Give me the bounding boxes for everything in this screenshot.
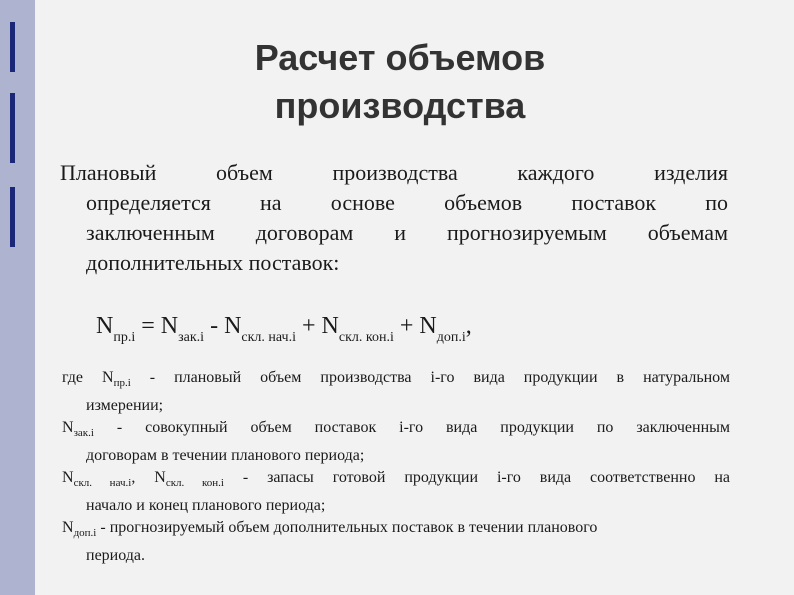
intro-line-3: заключенным договорам и прогнозируемым объемам (86, 220, 728, 245)
definition-continuation: начало и конец планового периода; (86, 496, 326, 514)
intro-paragraph (60, 158, 728, 278)
formula-subscript: пр.i (113, 330, 136, 345)
definition-symbol: , N (131, 469, 166, 486)
definition-item (62, 467, 730, 517)
formula-subscript: скл. кон.i (338, 330, 394, 345)
definition-line (62, 367, 730, 395)
title-line-2: производства (274, 85, 526, 126)
intro-line-1: Плановый объем производства каждого изделия (60, 160, 728, 185)
definition-text: - запасы готовой продукции i-го вида соответственно на (223, 469, 731, 486)
formula-symbol: N (419, 313, 437, 339)
title-line-1: Расчет объемов (254, 37, 546, 78)
formula-subscript: зак.i (178, 330, 205, 345)
definition-symbol: N (62, 419, 74, 436)
formula-operator: + (295, 313, 322, 339)
definition-symbol: N (62, 469, 74, 486)
formula-symbol: N (160, 313, 179, 339)
formula-operator: = (135, 313, 161, 339)
intro-line-2: определяется на основе объемов поставок по (86, 190, 728, 215)
definition-line (62, 467, 730, 495)
formula-operator: - (204, 313, 225, 339)
formula-subscript: скл. нач.i (241, 330, 296, 345)
formula-symbol: N (96, 313, 114, 339)
definition-subscript: зак.i (73, 427, 94, 439)
slide-title (140, 34, 660, 130)
definition-item (62, 367, 730, 417)
definition-text: - прогнозируемый объем дополнительных поставок в течении планового (96, 519, 598, 536)
definition-line (62, 517, 730, 545)
formula-symbol: N (224, 313, 242, 339)
accent-bar-3 (10, 187, 15, 247)
definition-subscript: скл. нач.i (73, 477, 132, 489)
definition-symbol: где N (62, 369, 114, 386)
definition-subscript: пр.i (113, 377, 131, 389)
formula-symbol: N (321, 313, 339, 339)
definition-text: - совокупный объем поставок i-го вида продукции по заключенным (93, 419, 730, 436)
definitions-list (62, 367, 730, 567)
definition-subscript: скл. кон.i (165, 477, 224, 489)
accent-bar-1 (10, 22, 15, 72)
definition-text: - плановый объем производства i-го вида продукции в натуральном (130, 369, 731, 386)
definition-item (62, 517, 730, 567)
definition-continuation: договорам в течении планового периода; (86, 446, 365, 464)
formula-subscript: доп.i (436, 330, 466, 345)
definition-line (62, 417, 730, 445)
definition-item (62, 417, 730, 467)
definition-symbol: N (62, 519, 74, 536)
accent-bar-2 (10, 93, 15, 163)
formula-punctuation: , (465, 313, 472, 339)
intro-line-4: дополнительных поставок: (86, 250, 340, 275)
formula-operator: + (393, 313, 420, 339)
definition-continuation: измерении; (86, 396, 164, 414)
definition-continuation: периода. (86, 546, 146, 564)
formula (96, 313, 472, 346)
definition-subscript: доп.i (73, 527, 97, 539)
